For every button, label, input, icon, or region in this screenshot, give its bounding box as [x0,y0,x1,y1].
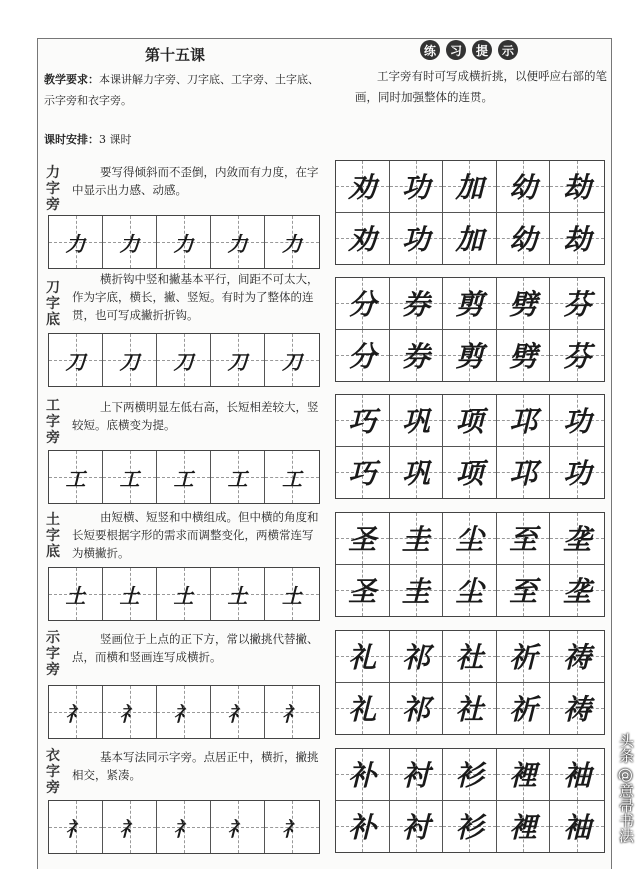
example-character: 剪 [455,340,484,374]
grid-cell [265,686,319,738]
grid-cell [443,631,497,683]
section-label: 工字旁 [46,398,60,446]
example-character: 衫 [455,759,484,793]
radical-glyph: 力 [119,231,140,256]
example-character: 社 [455,693,484,727]
grid-cell [550,213,604,265]
example-character: 至 [509,575,538,609]
example-character: 祈 [509,693,538,727]
example-character-grid [335,512,605,617]
grid-cell [550,161,604,213]
example-character: 巧 [348,405,377,439]
example-character: 圣 [348,575,377,609]
grid-cell [550,631,604,683]
grid-cell [49,216,103,268]
grid-cell [443,565,497,617]
example-character: 分 [348,288,377,322]
example-character: 社 [455,641,484,675]
section-description: 横折钩中竖和撇基本平行，间距不可太大，作为字底，横长，撇、竖短。有时为了整体的连贯，也可写成撇折折钩。 [72,272,319,322]
example-character: 加 [455,171,484,205]
grid-cell [336,749,390,801]
radical-practice-grid [48,215,320,269]
example-character: 项 [455,405,484,439]
example-character: 功 [401,223,430,257]
grid-cell [497,513,551,565]
example-character: 礼 [348,641,377,675]
grid-cell [390,395,444,447]
tip-badge: 习 [446,40,466,60]
example-character-grid [335,630,605,735]
grid-cell [443,213,497,265]
example-character: 祁 [401,641,430,675]
grid-cell [211,334,265,386]
grid-cell [336,631,390,683]
radical-glyph: 土 [119,583,140,608]
example-character: 券 [401,340,430,374]
example-character: 袖 [563,811,592,845]
grid-cell [390,683,444,735]
example-character-grid [335,748,605,853]
grid-cell [103,801,157,853]
grid-cell [497,278,551,330]
radical-glyph: 礻 [173,816,194,841]
grid-cell [443,749,497,801]
grid-cell [157,686,211,738]
radical-glyph: 工 [119,466,140,491]
practice-tips-badges [420,40,518,60]
grid-cell [49,801,103,853]
grid-cell [211,801,265,853]
example-character: 邛 [509,457,538,491]
section-description: 基本写法同示字旁。点居正中，横折，撇挑相交，紧凑。 [72,750,319,782]
example-character: 芬 [563,288,592,322]
grid-cell [390,330,444,382]
example-character: 加 [455,223,484,257]
radical-glyph: 刀 [119,349,140,374]
teaching-requirement [44,69,324,111]
example-character: 巩 [401,405,430,439]
schedule-label: 课时安排： [44,133,99,146]
grid-cell [49,568,103,620]
radical-glyph: 工 [282,466,302,491]
grid-cell [390,447,444,499]
grid-cell [265,568,319,620]
grid-cell [49,686,103,738]
grid-cell [497,683,551,735]
tip-badge: 提 [472,40,492,60]
grid-cell [497,395,551,447]
example-character: 功 [563,405,592,439]
lesson-title: 第十五课 [145,46,206,64]
watermark: 头条 @意帚书法 [617,733,635,843]
grid-cell [336,278,390,330]
radical-glyph: 工 [65,466,86,491]
grid-cell [49,334,103,386]
radical-glyph: 力 [65,231,86,256]
grid-cell [550,278,604,330]
tip-badge: 练 [420,40,440,60]
grid-cell [390,801,444,853]
schedule [44,131,132,147]
example-character: 劈 [509,340,538,374]
grid-cell [211,451,265,503]
radical-practice-grid [48,333,320,387]
grid-cell [497,447,551,499]
example-character-grid [335,277,605,382]
example-character: 圭 [401,575,430,609]
requirement-label: 教学要求： [44,73,99,86]
grid-cell [550,513,604,565]
section-description: 由短横、短竖和中横组成。但中横的角度和长短要根据字形的需求而调整变化，两横常连写为横撇折。 [72,510,319,560]
grid-cell [336,161,390,213]
example-character: 分 [348,340,377,374]
grid-cell [390,161,444,213]
example-character: 劫 [563,171,592,205]
grid-cell [550,330,604,382]
grid-cell [550,395,604,447]
example-character: 垄 [563,523,592,557]
grid-cell [265,801,319,853]
grid-cell [265,216,319,268]
example-character: 幼 [509,223,538,257]
grid-cell [497,213,551,265]
radical-practice-grid [48,450,320,504]
grid-cell [211,568,265,620]
example-character: 祈 [509,641,538,675]
grid-cell [211,686,265,738]
requirement-text: 本课讲解力字旁、刀字底、工字旁、土字底、示字旁和衣字旁。 [44,73,319,107]
grid-cell [103,686,157,738]
grid-cell [336,683,390,735]
grid-cell [157,216,211,268]
grid-cell [103,451,157,503]
radical-practice-grid [48,800,320,854]
grid-cell [336,330,390,382]
section-label: 力字旁 [46,165,60,213]
example-character: 剪 [455,288,484,322]
example-character: 礼 [348,693,377,727]
radical-glyph: 土 [282,583,302,608]
radical-glyph: 力 [173,231,194,256]
grid-cell [157,451,211,503]
grid-cell [497,801,551,853]
example-character: 补 [348,811,377,845]
section-label: 衣字旁 [46,748,60,796]
grid-cell [550,447,604,499]
radical-glyph: 土 [65,583,86,608]
grid-cell [550,683,604,735]
radical-glyph: 力 [282,231,302,256]
example-character: 圣 [348,523,377,557]
example-character: 幼 [509,171,538,205]
tips-text: 工字旁有时可写成横折挑，以便呼应右部的笔画，同时加强整体的连贯。 [355,69,607,104]
grid-cell [103,216,157,268]
example-character: 巧 [348,457,377,491]
grid-cell [443,513,497,565]
section-description: 上下两横明显左低右高，长短相差较大，竖较短。底横变为提。 [72,400,319,432]
example-character: 功 [401,171,430,205]
example-character: 尘 [455,523,484,557]
grid-cell [157,334,211,386]
grid-cell [157,568,211,620]
grid-cell [497,565,551,617]
grid-cell [336,213,390,265]
radical-glyph: 礻 [119,701,140,726]
radical-glyph: 工 [227,466,248,491]
radical-glyph: 土 [173,583,194,608]
grid-cell [550,565,604,617]
grid-cell [390,278,444,330]
example-character: 衬 [401,811,430,845]
example-character: 衬 [401,759,430,793]
grid-cell [443,278,497,330]
grid-cell [443,330,497,382]
example-character: 至 [509,523,538,557]
example-character: 补 [348,759,377,793]
grid-cell [443,161,497,213]
grid-cell [443,395,497,447]
example-character: 袖 [563,759,592,793]
example-character: 券 [401,288,430,322]
grid-cell [443,801,497,853]
radical-glyph: 礻 [119,816,140,841]
example-character: 邛 [509,405,538,439]
grid-cell [336,565,390,617]
grid-cell [390,631,444,683]
grid-cell [265,334,319,386]
grid-cell [211,216,265,268]
grid-cell [336,395,390,447]
radical-practice-grid [48,685,320,739]
example-character: 祷 [563,693,592,727]
grid-cell [497,631,551,683]
grid-cell [497,749,551,801]
grid-cell [390,565,444,617]
example-character: 劫 [563,223,592,257]
grid-cell [336,801,390,853]
radical-glyph: 刀 [282,349,302,374]
example-character-grid [335,160,605,265]
radical-glyph: 礻 [173,701,194,726]
radical-glyph: 礻 [227,701,248,726]
radical-glyph: 刀 [173,349,194,374]
example-character: 尘 [455,575,484,609]
radical-glyph: 礻 [282,701,302,726]
grid-cell [103,334,157,386]
radical-practice-grid [48,567,320,621]
section-label: 示字旁 [46,630,60,678]
schedule-text: 3 课时 [99,133,132,146]
example-character: 项 [455,457,484,491]
example-character: 功 [563,457,592,491]
example-character: 劝 [348,223,377,257]
example-character-grid [335,394,605,499]
radical-glyph: 礻 [65,816,86,841]
grid-cell [443,447,497,499]
example-character: 祁 [401,693,430,727]
grid-cell [390,213,444,265]
section-description: 竖画位于上点的正下方，常以撇挑代替撇、点，而横和竖画连写成横折。 [72,632,319,664]
tip-badge: 示 [498,40,518,60]
radical-glyph: 土 [227,583,248,608]
section-description: 要写得倾斜而不歪倒，内敛而有力度，在字中显示出力感、动感。 [72,165,319,197]
example-character: 衫 [455,811,484,845]
radical-glyph: 力 [227,231,248,256]
section-label: 刀字底 [46,280,60,328]
grid-cell [103,568,157,620]
radical-glyph: 礻 [65,701,86,726]
grid-cell [497,161,551,213]
example-character: 圭 [401,523,430,557]
grid-cell [550,801,604,853]
radical-glyph: 刀 [65,349,86,374]
grid-cell [550,749,604,801]
example-character: 巩 [401,457,430,491]
grid-cell [390,513,444,565]
grid-cell [336,513,390,565]
example-character: 垄 [563,575,592,609]
grid-cell [49,451,103,503]
example-character: 裡 [509,759,538,793]
grid-cell [390,749,444,801]
radical-glyph: 礻 [227,816,248,841]
grid-cell [497,330,551,382]
grid-cell [443,683,497,735]
example-character: 裡 [509,811,538,845]
example-character: 劝 [348,171,377,205]
radical-glyph: 礻 [282,816,302,841]
radical-glyph: 工 [173,466,194,491]
example-character: 祷 [563,641,592,675]
grid-cell [336,447,390,499]
section-label: 土字底 [46,512,60,560]
example-character: 芬 [563,340,592,374]
grid-cell [157,801,211,853]
grid-cell [265,451,319,503]
example-character: 劈 [509,288,538,322]
radical-glyph: 刀 [227,349,248,374]
